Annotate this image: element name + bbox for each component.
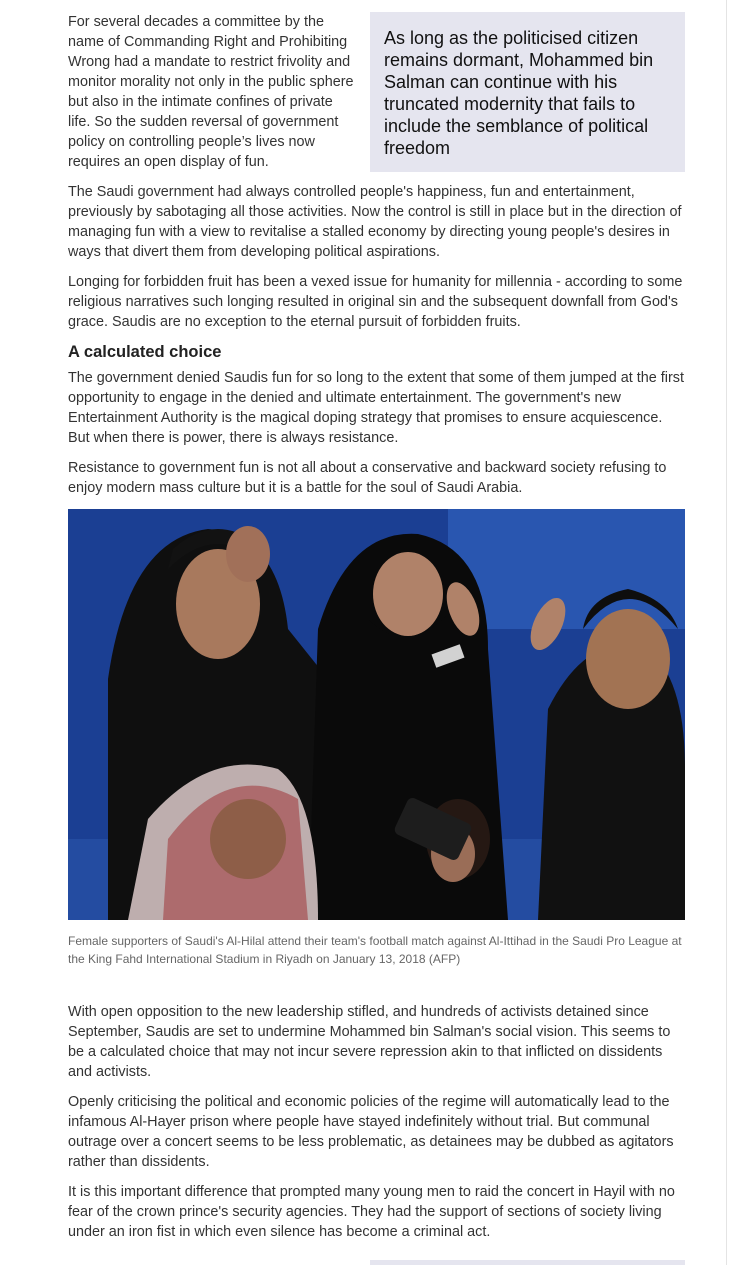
article-photo[interactable] [68,509,685,920]
next-pull-quote-edge [370,1260,685,1265]
photo-caption: Female supporters of Saudi's Al-Hilal attend their team's football match against Al-Ittihad in the Saudi Pro League at the King Fahd International Stadium in Riyadh on January 13, 2018 (AFP) [68,934,682,966]
section-heading: A calculated choice [68,343,222,361]
paragraph-al-hayer: Openly criticising the political and economic policies of the regime will automatically lead to the infamous Al-Hayer prison where people have stayed indefinitely without trial. But communal outrage over a concert seems to be less problematic, as detainees may be dubbed as agitators rather than dissidents. [68,1094,674,1170]
pull-quote-text: As long as the politicised citizen remains dormant, Mohammed bin Salman can continue with his truncated modernity that fails to include the semblance of political freedom [384,28,654,158]
photo-illustration [68,509,685,920]
page-edge-line [726,0,727,1265]
article-body [68,12,685,1242]
pull-quote [370,12,685,172]
paragraph-resistance: Resistance to government fun is not all about a conservative and backward society refusing to enjoy modern mass culture but it is a battle for the soul of Saudi Arabia. [68,460,667,496]
paragraph-intro: For several decades a committee by the name of Commanding Right and Prohibiting Wrong had a mandate to restrict frivolity and monitor morality not only in the public sphere but also in the intimate confines of private life. So the sudden reversal of government policy on controlling people’s lives now requires an open display of fun. [68,14,354,170]
paragraph-forbidden-fruit: Longing for forbidden fruit has been a vexed issue for humanity for millennia - according to some religious narratives such longing resulted in original sin and the subsequent downfall from God's grace. Saudis are no exception to the eternal pursuit of forbidden fruits. [68,274,683,330]
paragraph-hayil-concert: It is this important difference that prompted many young men to raid the concert in Hayil with no fear of the crown prince's security agencies. They had the support of sections of society living under an iron fist in which even silence has become a criminal act. [68,1184,675,1240]
paragraph-denied-fun: The government denied Saudis fun for so long to the extent that some of them jumped at the first opportunity to engage in the denied and ultimate entertainment. The government's new Entertainment Authority is the magical doping strategy that promises to ensure acquiescence. But when there is power, there is always resistance. [68,370,684,446]
paragraph-control: The Saudi government had always controlled people's happiness, fun and entertainment, previously by sabotaging all those activities. Now the control is still in place but in the direction of managing fun with a view to revitalise a stalled economy by directing young people's desires in ways that divert them from developing political aspirations. [68,184,682,260]
paragraph-opposition: With open opposition to the new leadership stifled, and hundreds of activists detained since September, Saudis are set to undermine Mohammed bin Salman's social vision. This seems to be a calculated choice that may not incur severe repression akin to that inflicted on dissidents and activists. [68,1004,671,1080]
